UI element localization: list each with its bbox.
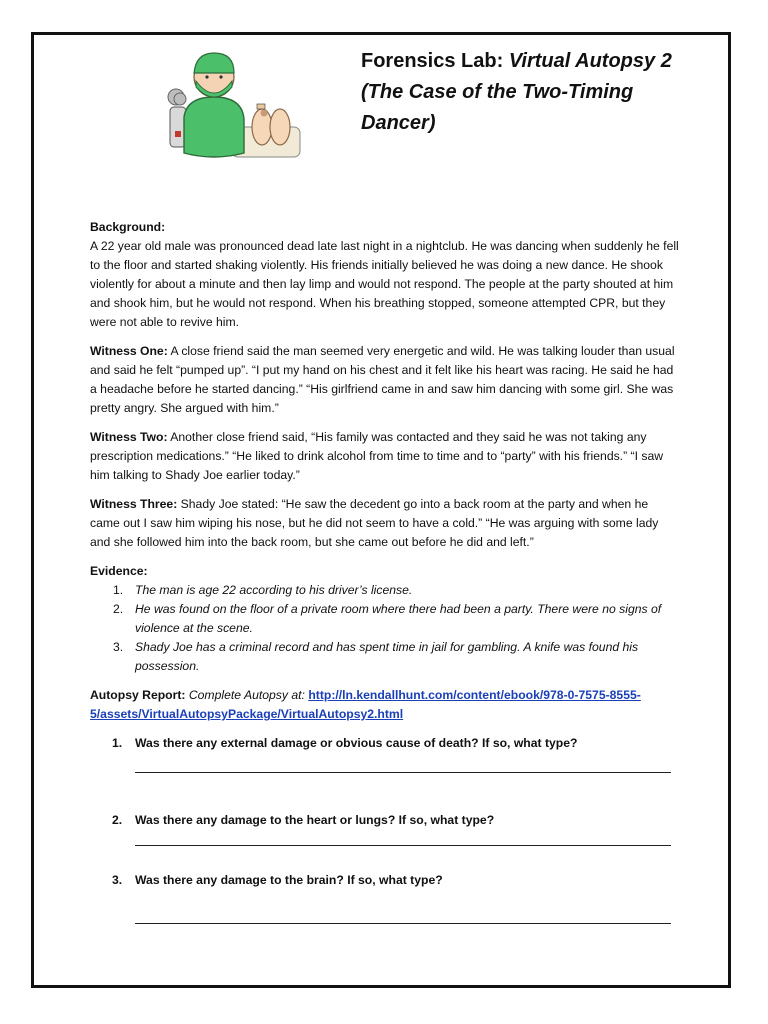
question-number: 2. bbox=[112, 813, 123, 827]
autopsy-intro: Complete Autopsy at: bbox=[185, 688, 309, 702]
witness-one bbox=[90, 342, 680, 418]
evidence-number: 2. bbox=[113, 602, 124, 616]
question-number: 1. bbox=[112, 736, 123, 750]
title-italic: Virtual Autopsy 2 bbox=[508, 50, 672, 72]
document-body bbox=[90, 218, 680, 924]
evidence-number: 3. bbox=[113, 640, 124, 654]
title-subtitle: (The Case of the Two-Timing Dancer) bbox=[361, 81, 634, 134]
question-text: Was there any damage to the heart or lungs? If so, what type? bbox=[135, 813, 495, 827]
document-title bbox=[361, 46, 691, 139]
question-1 bbox=[90, 734, 680, 753]
evidence-text: He was found on the floor of a private room where there had been a party. There were no signs of violence at the scene. bbox=[135, 602, 662, 635]
answer-line-1[interactable] bbox=[135, 771, 671, 773]
witness-three bbox=[90, 495, 680, 552]
autopsy-label: Autopsy Report: bbox=[90, 688, 186, 702]
question-number: 3. bbox=[112, 873, 123, 887]
witness-two bbox=[90, 428, 680, 485]
witness-label: Witness Three: bbox=[90, 497, 178, 511]
title-prefix: Forensics Lab: bbox=[361, 50, 504, 72]
witness-label: Witness Two: bbox=[90, 430, 168, 444]
question-3 bbox=[90, 871, 680, 890]
forensic-doctor-illustration bbox=[162, 47, 302, 162]
evidence-list bbox=[90, 581, 680, 676]
question-text: Was there any damage to the brain? If so, what type? bbox=[135, 873, 443, 887]
question-2 bbox=[90, 811, 680, 830]
evidence-item bbox=[90, 600, 680, 638]
background-text: A 22 year old male was pronounced dead late last night in a nightclub. He was dancing when suddenly he fell to the floor and started shaking violently. His friends initially believed he was doing a new dance. He shook violently for about a minute and then lay limp and would not respond. The people at the party shouted at him and shook him, but he would not respond. When his breathing stopped, someone attempted CPR, but they were not able to revive him. bbox=[90, 239, 679, 329]
witness-text: Another close friend said, “His family was contacted and they said he was not taking any prescription medications.” “He liked to drink alcohol from time to time and to “party” with his friends.” “I saw him talking to Shady Joe earlier today.” bbox=[90, 430, 664, 482]
witness-text: A close friend said the man seemed very energetic and wild. He was talking louder than usual and said he felt “pumped up”. “I put my hand on his chest and it felt like his heart was racing. He said he had a headache before he started dancing.” “His girlfriend came in and saw him dancing with some girl. She was pretty angry. She argued with him.” bbox=[90, 344, 675, 415]
title-line-1 bbox=[361, 46, 691, 77]
answer-line-3[interactable] bbox=[135, 922, 671, 924]
background-section bbox=[90, 218, 680, 332]
witness-label: Witness One: bbox=[90, 344, 168, 358]
evidence-item bbox=[90, 581, 680, 600]
evidence-heading: Evidence: bbox=[90, 564, 148, 578]
autopsy-link[interactable]: http://ln.kendallhunt.com/content/ebook/978-0-7575-8555-5/assets/VirtualAutopsyPackage/VirtualAutopsy2.html bbox=[90, 688, 641, 721]
evidence-text: The man is age 22 according to his driver’s license. bbox=[135, 583, 413, 597]
evidence-item bbox=[90, 638, 680, 676]
witness-text: Shady Joe stated: “He saw the decedent go into a back room at the party and when he came out I saw him wiping his nose, but he did not seem to have a cold.” “He was arguing with some lady and she followed him into the back room, but she came out before he did and left.” bbox=[90, 497, 659, 549]
background-heading: Background: bbox=[90, 220, 166, 234]
answer-line-2[interactable] bbox=[135, 844, 671, 846]
evidence-number: 1. bbox=[113, 583, 124, 597]
autopsy-report bbox=[90, 686, 680, 724]
question-text: Was there any external damage or obvious cause of death? If so, what type? bbox=[135, 736, 578, 750]
evidence-text: Shady Joe has a criminal record and has spent time in jail for gambling. A knife was found his possession. bbox=[135, 640, 639, 673]
